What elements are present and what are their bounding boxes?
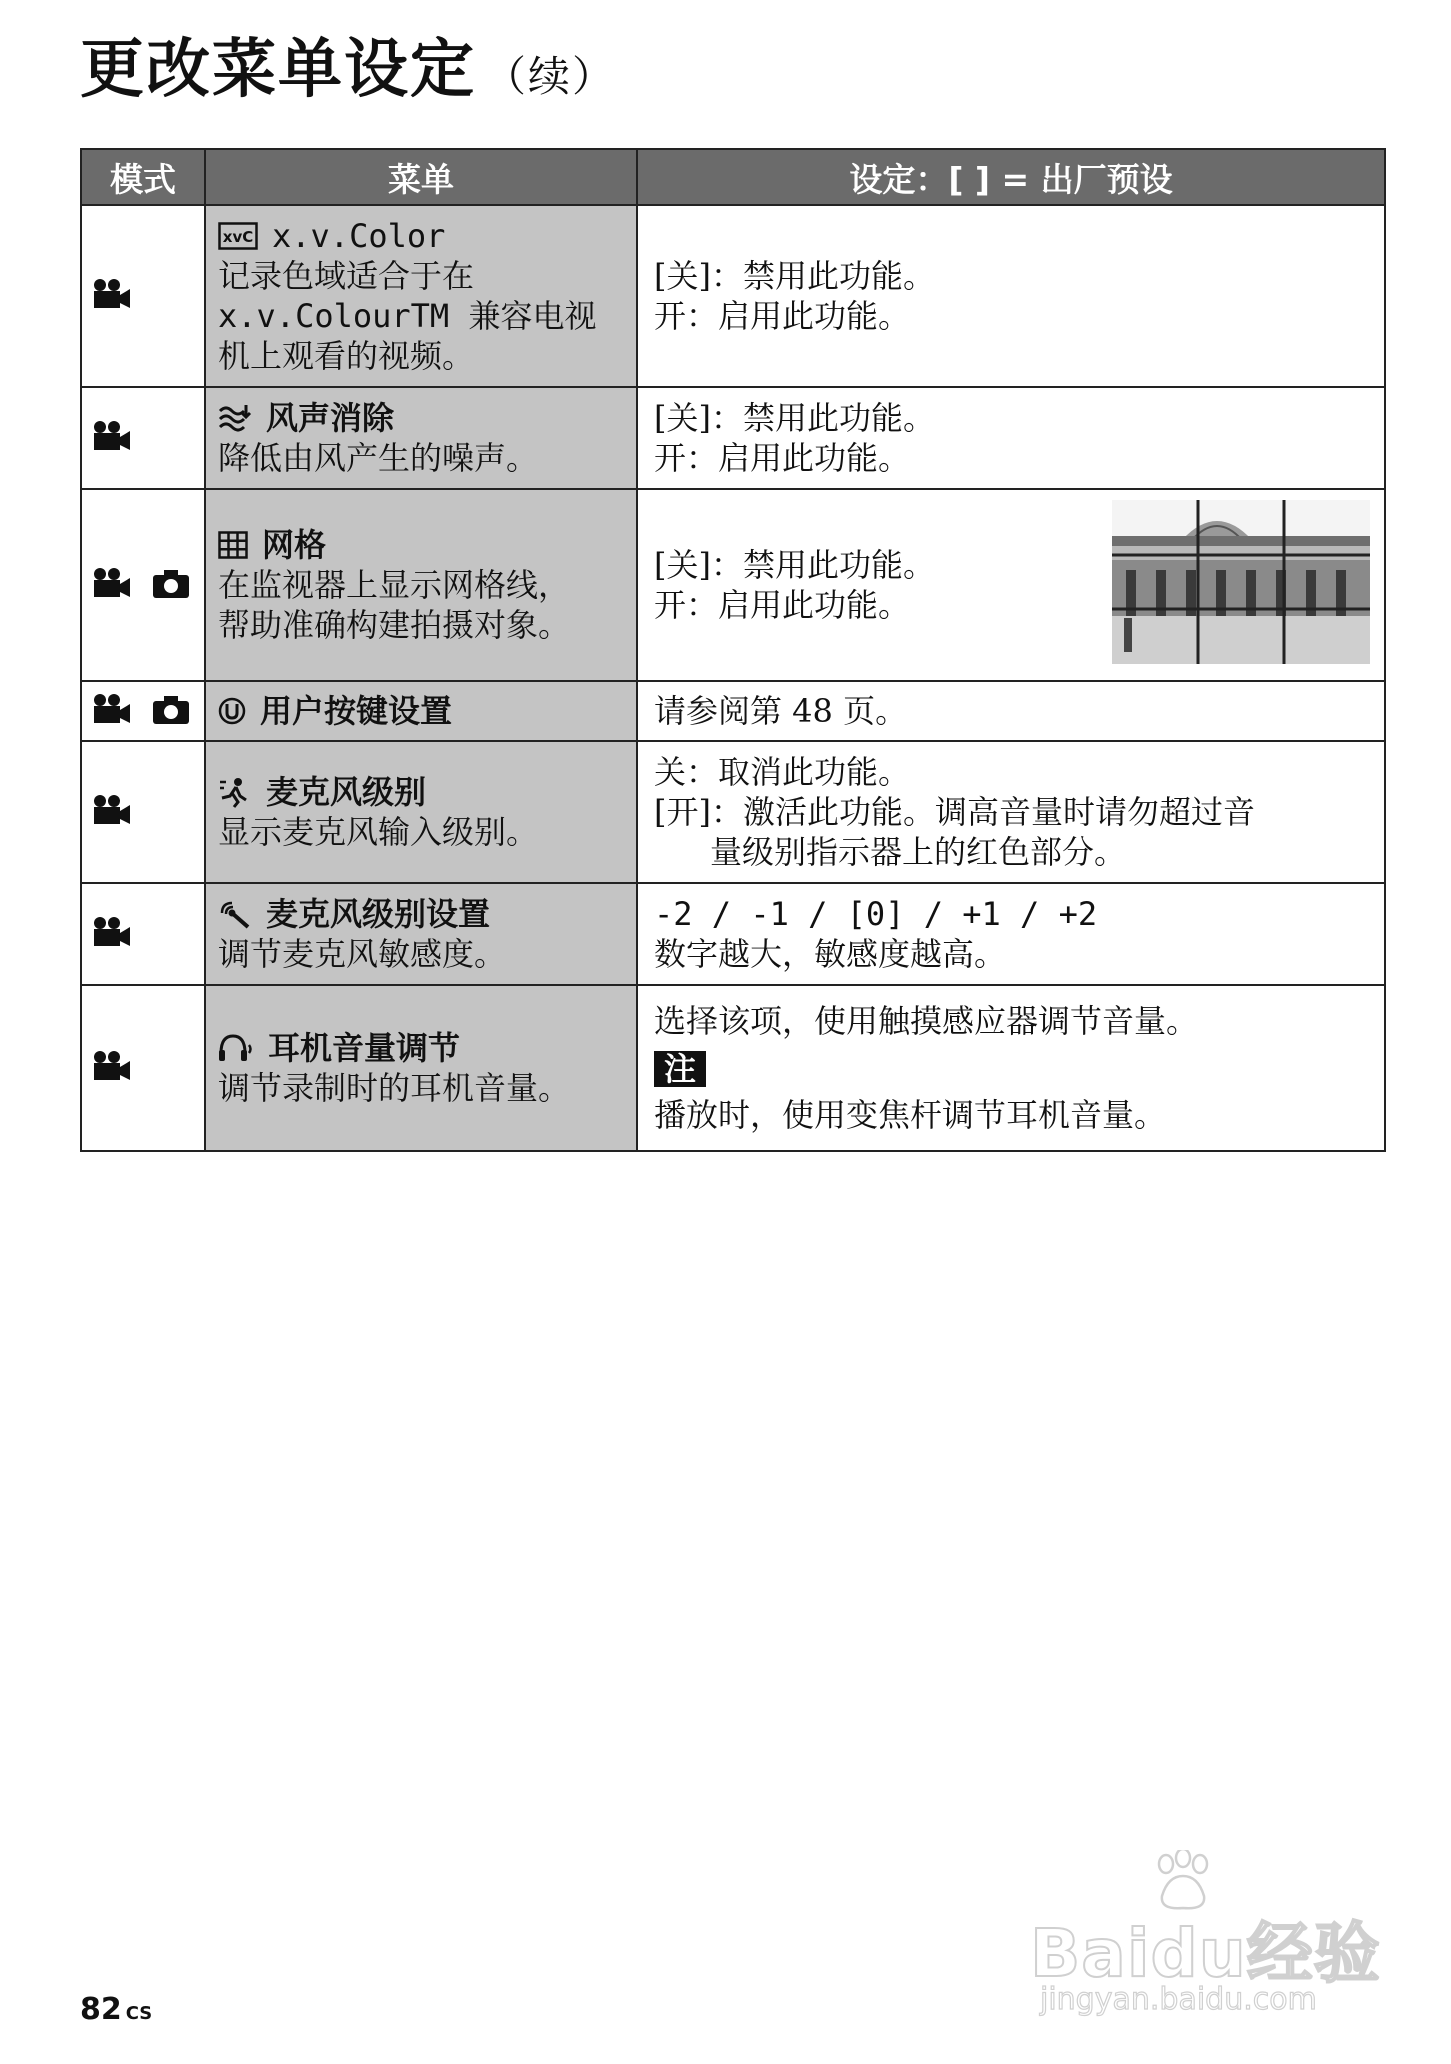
header-menu: 菜单 (205, 149, 637, 205)
movie-camera-icon (90, 295, 132, 314)
setting-line: 开：启用此功能。 (654, 586, 911, 624)
mode-cell (81, 883, 205, 985)
mode-cell (81, 489, 205, 681)
table-row (81, 205, 1385, 387)
menu-title (218, 1028, 624, 1068)
setting-line: 关：取消此功能。 (654, 753, 911, 791)
page-title (80, 33, 617, 107)
table-row (81, 387, 1385, 489)
setting-cell (637, 741, 1385, 883)
menu-title-text: 麦克风级别 (266, 773, 427, 811)
watermark-url: jingyan.baidu.com (1040, 1982, 1317, 2017)
setting-line: 量级别指示器上的红色部分。 (710, 833, 1127, 871)
menu-description (218, 812, 624, 852)
setting-line: [关]：禁用此功能。 (654, 546, 935, 584)
mode-cell (81, 985, 205, 1151)
page-language-code: CS (125, 2003, 153, 2024)
menu-title-text: 耳机音量调节 (268, 1029, 461, 1067)
menu-title-text: 用户按键设置 (260, 692, 453, 730)
menu-title-text: x.v.Color (272, 217, 446, 255)
menu-cell (205, 387, 637, 489)
wind-noise-icon (218, 403, 252, 433)
menu-cell (205, 883, 637, 985)
setting-cell (637, 883, 1385, 985)
table-header-row (81, 149, 1385, 205)
menu-desc-line: 显示麦克风输入级别。 (218, 813, 539, 851)
note-text: 播放时，使用变焦杆调节耳机音量。 (654, 1096, 1167, 1134)
menu-desc-line: x.v.ColourTM 兼容电视 (218, 297, 597, 335)
menu-settings-table (80, 148, 1386, 1152)
menu-description (218, 256, 624, 376)
user-button-icon (218, 697, 246, 725)
setting-cell (637, 387, 1385, 489)
menu-desc-line: 机上观看的视频。 (218, 337, 475, 375)
menu-title (218, 216, 624, 256)
menu-title-text: 网格 (262, 526, 327, 564)
setting-cell (637, 489, 1385, 681)
page-title-text: 更改菜单设定 (80, 33, 476, 107)
menu-cell (205, 489, 637, 681)
menu-desc-line: 调节麦克风敏感度。 (218, 935, 507, 973)
menu-cell (205, 985, 637, 1151)
movie-camera-icon (90, 1067, 132, 1086)
baidu-watermark (1030, 1850, 1390, 2020)
setting-line: 选择该项，使用触摸感应器调节音量。 (654, 1002, 1199, 1040)
setting-line: -2 / -1 / [0] / +1 / +2 (654, 895, 1098, 933)
still-camera-icon (151, 584, 191, 603)
menu-desc-line: 降低由风产生的噪声。 (218, 439, 539, 477)
setting-line: [开]：激活此功能。调高音量时请勿超过音 (654, 793, 1255, 831)
menu-title (218, 772, 624, 812)
header-setting: 设定：[ ] = 出厂预设 (637, 149, 1385, 205)
mode-cell (81, 681, 205, 741)
menu-description (218, 934, 624, 974)
menu-title-text: 麦克风级别设置 (266, 895, 491, 933)
watermark-brand: Baidu经验 (1030, 1915, 1381, 1992)
mode-cell (81, 387, 205, 489)
movie-camera-icon (90, 584, 137, 603)
mic-sensitivity-icon (218, 899, 252, 929)
menu-title-text: 风声消除 (266, 399, 395, 437)
menu-description (218, 438, 624, 478)
mic-level-icon (218, 776, 252, 808)
menu-description (218, 1068, 624, 1108)
page-title-suffix: （续） (484, 52, 617, 101)
setting-line: [关]：禁用此功能。 (654, 257, 935, 295)
movie-camera-icon (90, 437, 132, 456)
table-row (81, 489, 1385, 681)
table-row (81, 681, 1385, 741)
header-mode: 模式 (81, 149, 205, 205)
grid-icon (218, 531, 248, 559)
menu-description (218, 565, 624, 645)
setting-cell (637, 681, 1385, 741)
movie-camera-icon (90, 933, 132, 952)
menu-cell (205, 205, 637, 387)
mode-cell (81, 741, 205, 883)
setting-line: 开：启用此功能。 (654, 439, 911, 477)
xvc-icon (218, 222, 258, 250)
menu-title (218, 894, 624, 934)
page-footer (80, 1992, 152, 2027)
menu-desc-line: 在监视器上显示网格线， (218, 566, 571, 604)
note-badge: 注 (654, 1051, 706, 1087)
setting-cell (637, 985, 1385, 1151)
menu-cell (205, 681, 637, 741)
movie-camera-icon (90, 811, 132, 830)
table-row (81, 741, 1385, 883)
page-number: 82 (80, 1992, 122, 2027)
menu-desc-line: 记录色域适合于在 (218, 257, 475, 295)
menu-title (218, 398, 624, 438)
table-row (81, 985, 1385, 1151)
grid-example-photo (1112, 500, 1370, 664)
setting-line: 数字越大，敏感度越高。 (654, 935, 1007, 973)
setting-line: [关]：禁用此功能。 (654, 399, 935, 437)
menu-desc-line: 帮助准确构建拍摄对象。 (218, 606, 571, 644)
mode-cell (81, 205, 205, 387)
menu-title (218, 691, 624, 731)
headphone-icon (218, 1033, 254, 1063)
setting-cell (637, 205, 1385, 387)
menu-desc-line: 调节录制时的耳机音量。 (218, 1069, 571, 1107)
still-camera-icon (151, 710, 191, 729)
menu-title (218, 525, 624, 565)
setting-line: 开：启用此功能。 (654, 297, 911, 335)
setting-line: 请参阅第 48 页。 (654, 692, 908, 730)
menu-cell (205, 741, 637, 883)
svg-text:xvC: xvC (222, 228, 254, 246)
movie-camera-icon (90, 710, 137, 729)
table-row (81, 883, 1385, 985)
